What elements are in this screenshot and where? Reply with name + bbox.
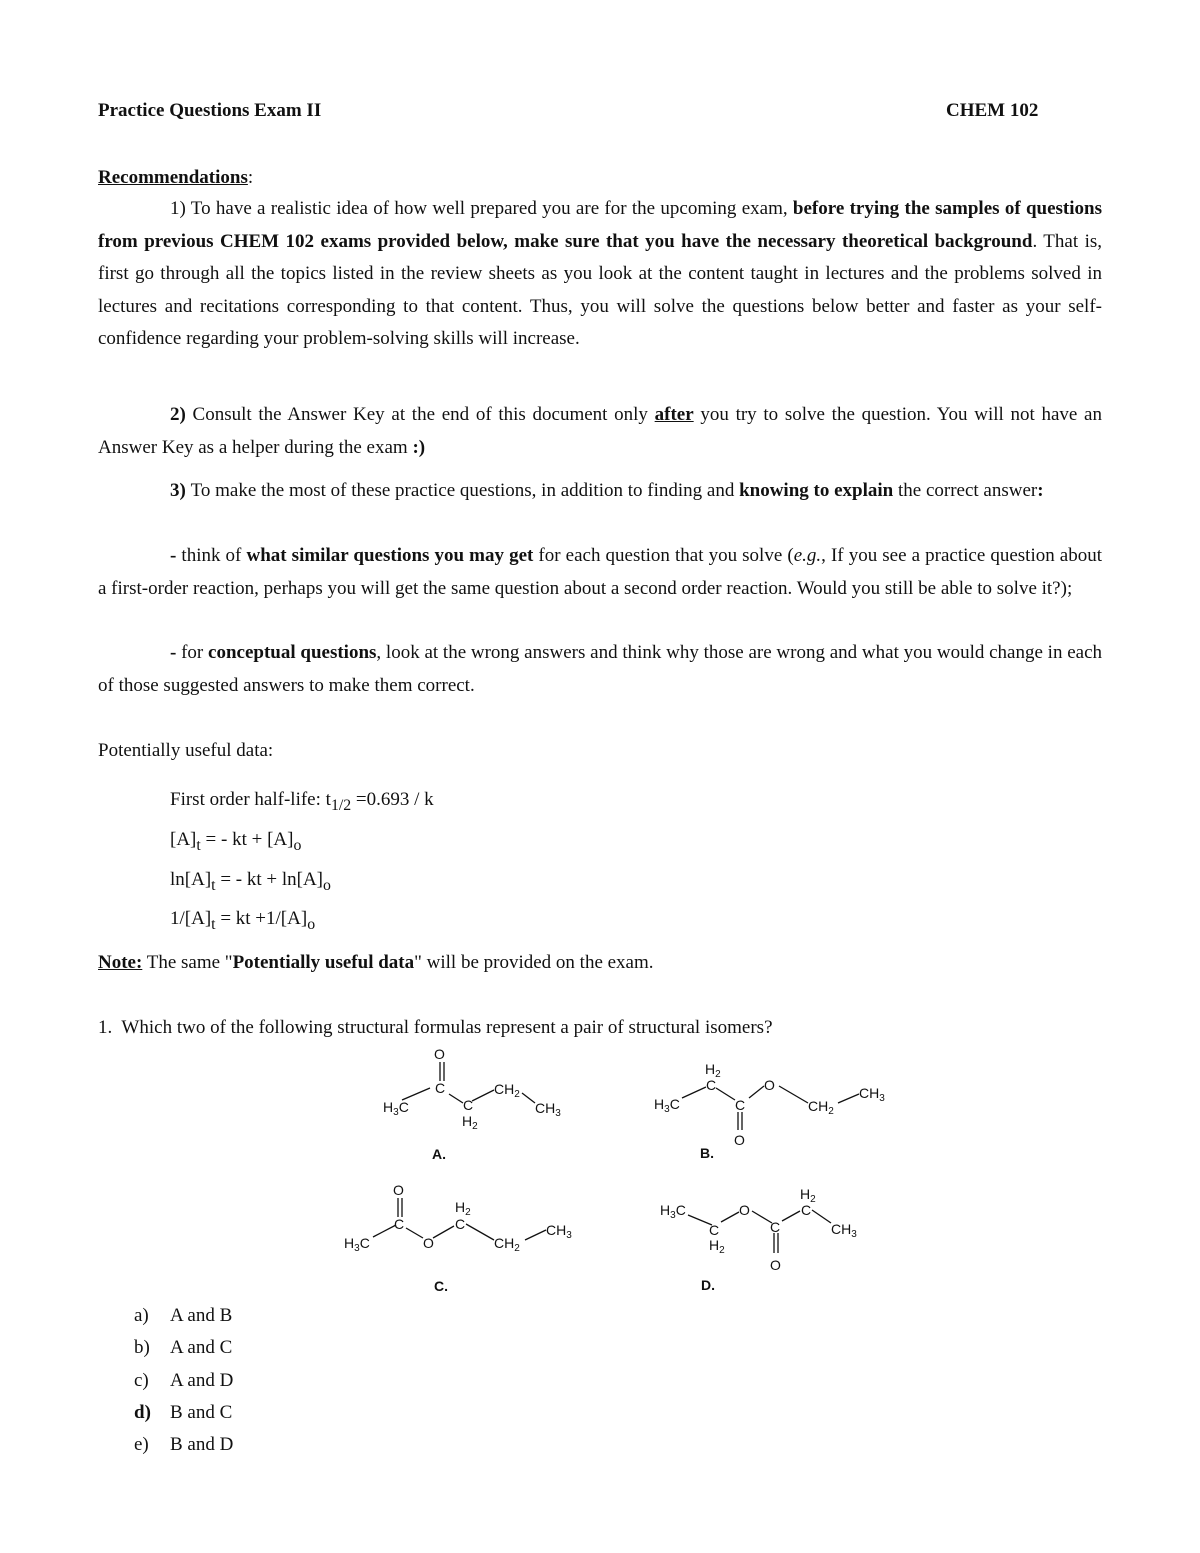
equation-second-order: $1/[A]_t$ = kt $+1/[A]_o$ [170,908,316,933]
structure-a-carbonyl-carbon: C [435,1080,446,1096]
structure-a-methyl-left: $H_3C$ [383,1099,409,1118]
recommendations-heading: Recommendations: [98,167,254,188]
structure-c-ester-oxygen: O [423,1235,434,1251]
answer-option-b: b) A and C [134,1337,233,1358]
structure-b-ch2-carbon: C [706,1077,717,1093]
structure-a-ch2-carbon: C [463,1097,474,1113]
structure-b-carbonyl-oxygen: O [734,1132,745,1148]
structure-b-methyl-left: $H_3C$ [654,1096,680,1115]
structure-a-ch2: $CH_2$ [494,1081,520,1100]
structure-b-ch3: $CH_3$ [859,1085,885,1104]
answer-option-a: a) A and B [134,1305,233,1326]
structure-c-ch2-h: $H_2$ [455,1199,471,1218]
structure-c-methyl-left: $H_3C$ [344,1235,370,1254]
structure-a-ch3: $CH_3$ [535,1100,561,1119]
equation-first-order: $\ln[A]_t$ = - kt + $\ln[A]_o$ [170,869,331,894]
structure-b-ester-oxygen: O [764,1077,775,1093]
structure-d-carbonyl-oxygen: O [770,1257,781,1273]
structure-label-a: A. [432,1146,446,1162]
answer-option-e: e) B and D [134,1434,234,1455]
structure-a-oxygen: O [434,1046,445,1062]
useful-data-label: Potentially useful data: [98,740,274,761]
recommendation-1: 1) To have a realistic idea of how well prepared you are for the upcoming exam, before trying the samples of questions from previous CHEM 102 exams provided below, make sure that you have the necessary theoretical background. That is, first go through all the topics listed in the review sheets as you look at the content taught in lectures and the problems solved in lectures and recitations corresponding to that content. Thus, you will solve the questions below better and faster as your self-confidence regarding your problem-solving skills will increase. [98,198,1102,349]
structure-b-ch2: $CH_2$ [808,1098,834,1117]
answer-option-d: d) B and C [134,1402,233,1423]
structure-b-ch2-h: $H_2$ [705,1061,721,1080]
structure-label-d: D. [701,1277,715,1293]
structure-a-ch2-h: $H_2$ [462,1113,478,1132]
structure-d-ch2-carbon-right: C [801,1202,812,1218]
recommendation-3: 3) To make the most of these practice questions, in addition to finding and knowing to explain the correct answer: [170,480,1044,501]
answer-option-c: c) A and D [134,1370,234,1391]
recommendation-3-bullet-1: - think of what similar questions you may get for each question that you solve (e.g., If you see a practice question about a first-order reaction, perhaps you will get the same question about a second order reaction. Would you still be able to solve it?); [98,545,1103,599]
note: Note: The same "Potentially useful data" will be provided on the exam. [98,952,654,973]
structure-d-methyl-left: $H_3C$ [660,1202,686,1221]
structure-d-carbonyl-carbon: C [770,1219,781,1235]
structure-b-carbonyl-carbon: C [735,1097,746,1113]
structure-d-ester-oxygen: O [739,1202,750,1218]
recommendation-3-bullet-2: - for conceptual questions, look at the wrong answers and think why those are wrong and what you would change in each of those suggested answers to make them correct. [98,642,1103,696]
equation-half-life: First order half-life: $t_{1/2} =0.693 / k$ [170,789,434,814]
equation-zero-order: $[A]_t$ = - kt + $[A]_o$ [170,829,302,854]
structure-c-ch2-carbon: C [455,1216,466,1232]
question-1-text: 1. Which two of the following structural formulas represent a pair of structural isomers? [98,1017,773,1038]
course-code: CHEM 102 [946,100,1039,121]
structure-d-ch2-carbon: C [709,1222,720,1238]
structure-c-ch3: $CH_3$ [546,1222,572,1241]
structure-c-carbonyl-oxygen: O [393,1182,404,1198]
structure-c-ch2: $CH_2$ [494,1235,520,1254]
structure-d-ch3: $CH_3$ [831,1221,857,1240]
recommendation-2: 2) Consult the Answer Key at the end of this document only after you try to solve the question. You will not have an Answer Key as a helper during the exam :) [98,404,1102,458]
document-title: Practice Questions Exam II [98,100,322,121]
structure-label-c: C. [434,1278,448,1294]
structure-label-b: B. [700,1145,714,1161]
structure-d-ch2-h-right: $H_2$ [800,1186,816,1205]
structure-c-carbonyl-carbon: C [394,1216,405,1232]
structure-d-ch2-h: $H_2$ [709,1237,725,1256]
